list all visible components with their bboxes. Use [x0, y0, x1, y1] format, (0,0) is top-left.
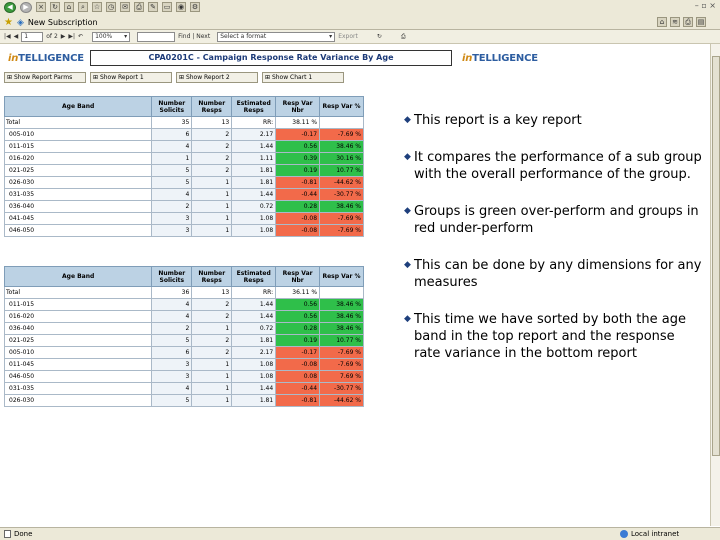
age-band-cell: 041-045 [5, 213, 152, 225]
page-menu-icon[interactable]: ▤ [697, 18, 705, 26]
page-icon: ◈ [16, 17, 24, 28]
solicits-cell: 4 [152, 311, 192, 323]
estimated-cell: 1.44 [232, 189, 276, 201]
var-nbr-cell: -0.44 [276, 383, 320, 395]
var-nbr-cell: -0.81 [276, 177, 320, 189]
last-page-icon[interactable]: ▶| [68, 33, 76, 40]
age-band-cell: 016-020 [5, 153, 152, 165]
table-row [5, 225, 364, 237]
estimated-cell: 1.44 [232, 141, 276, 153]
mail-icon[interactable]: ✉ [120, 2, 130, 12]
var-nbr-cell: 0.08 [276, 371, 320, 383]
stop-icon[interactable]: × [36, 2, 46, 12]
report-table-age-sorted [4, 96, 364, 237]
button-label: Show Chart 1 [271, 74, 313, 81]
refresh-report-icon[interactable]: ↻ [376, 33, 382, 40]
show-chart-1-button[interactable]: ⊞ Show Chart 1 [262, 72, 344, 83]
solicits-cell: 4 [152, 383, 192, 395]
var-pct-cell: -7.69 % [320, 129, 364, 141]
var-nbr-cell: 0.28 [276, 323, 320, 335]
var-pct-cell: -7.69 % [320, 347, 364, 359]
var-pct-cell: 10.77 % [320, 335, 364, 347]
resps-cell: 1 [192, 225, 232, 237]
export-link[interactable]: Export [338, 33, 358, 40]
estimated-cell: 0.72 [232, 323, 276, 335]
table-header-row [5, 97, 364, 117]
age-band-cell: 046-050 [5, 225, 152, 237]
resps-cell: 2 [192, 335, 232, 347]
age-band-cell: 021-025 [5, 335, 152, 347]
favorites-star-icon[interactable]: ★ [4, 17, 13, 28]
resps-cell: 2 [192, 165, 232, 177]
show-report-parms-button[interactable]: ⊞ Show Report Parms [4, 72, 86, 83]
table-row [5, 141, 364, 153]
solicits-cell: 5 [152, 165, 192, 177]
solicits-cell: 4 [152, 189, 192, 201]
logo-in: in [8, 53, 19, 64]
home-tab-icon[interactable]: ⌂ [657, 17, 667, 27]
table-row [5, 347, 364, 359]
page-count: of 2 [46, 33, 58, 40]
table-row [5, 189, 364, 201]
table-row [5, 129, 364, 141]
show-report-1-button[interactable]: ⊞ Show Report 1 [90, 72, 172, 83]
report-toolbar [0, 30, 720, 44]
first-page-icon[interactable]: |◀ [4, 33, 11, 40]
solicits-cell: 5 [152, 335, 192, 347]
solicits-cell: 1 [152, 153, 192, 165]
solicits-cell: 2 [152, 323, 192, 335]
tools-icon[interactable]: ⚙ [191, 3, 199, 11]
bullet-list [404, 112, 704, 382]
nav-row [0, 0, 720, 14]
col-header-number-solicits[interactable]: Number Solicits [152, 267, 192, 287]
var-nbr-cell: -0.17 [276, 129, 320, 141]
var-pct-cell: 10.77 % [320, 165, 364, 177]
resps-cell: 1 [192, 371, 232, 383]
age-band-cell: 016-020 [5, 311, 152, 323]
scrollbar-thumb[interactable] [712, 56, 720, 456]
var-nbr-cell: -0.08 [276, 213, 320, 225]
var-pct-cell: 38.46 % [320, 311, 364, 323]
var-pct-cell [320, 117, 364, 129]
estimated-cell: 1.81 [232, 165, 276, 177]
logo-in: in [462, 53, 473, 64]
age-band-cell: 026-030 [5, 177, 152, 189]
estimated-cell: 1.44 [232, 383, 276, 395]
var-nbr-cell: 0.56 [276, 299, 320, 311]
col-header-resp-var-nbr[interactable]: Resp Var Nbr [276, 267, 320, 287]
age-band-cell: 011-045 [5, 359, 152, 371]
var-pct-cell: -44.62 % [320, 177, 364, 189]
intelligence-logo-left [8, 53, 84, 64]
col-header-age-band[interactable]: Age Band [5, 97, 152, 117]
refresh-icon[interactable]: ↻ [50, 2, 60, 12]
age-band-cell: Total [5, 287, 152, 299]
table-body [5, 287, 364, 407]
resps-cell: 2 [192, 347, 232, 359]
age-band-cell: Total [5, 117, 152, 129]
bullet-text: This report is a key report [414, 113, 582, 128]
print-report-icon[interactable]: ⎙ [400, 32, 406, 40]
resps-cell: 13 [192, 287, 232, 299]
estimated-cell: 1.44 [232, 299, 276, 311]
resps-cell: 2 [192, 141, 232, 153]
solicits-cell: 3 [152, 359, 192, 371]
favorites-icon[interactable]: ☆ [93, 3, 101, 11]
tab-row [0, 15, 720, 30]
table-header-row [5, 267, 364, 287]
age-band-cell: 031-035 [5, 189, 152, 201]
resps-cell: 1 [192, 201, 232, 213]
age-band-cell: 021-025 [5, 165, 152, 177]
resps-cell: 2 [192, 129, 232, 141]
age-band-cell: 005-010 [5, 129, 152, 141]
col-header-resp-var-pct[interactable]: Resp Var % [320, 97, 364, 117]
bullet-text: It compares the performance of a sub group with the overall performance of the group. [414, 150, 702, 182]
var-pct-cell: 38.46 % [320, 141, 364, 153]
bullet-text: This time we have sorted by both the age band in the top report and the response rate variance in the bottom report [414, 312, 686, 361]
table-row [5, 177, 364, 189]
table-row [5, 383, 364, 395]
estimated-cell: RR: [232, 287, 276, 299]
format-arrow-icon: ▾ [329, 32, 333, 40]
var-pct-cell: -7.69 % [320, 225, 364, 237]
var-pct-cell: 38.46 % [320, 201, 364, 213]
var-nbr-cell: 0.56 [276, 141, 320, 153]
back-button[interactable]: ◀ [4, 2, 16, 13]
diamond-bullet-icon: ◆ [404, 206, 411, 216]
intelligence-logo-right [462, 53, 538, 64]
diamond-bullet-icon: ◆ [404, 314, 411, 324]
find-input[interactable] [137, 32, 175, 42]
bullet-item [404, 203, 704, 237]
format-select[interactable] [217, 32, 335, 42]
col-header-estimated-resps[interactable]: Estimated Resps [232, 267, 276, 287]
table-row [5, 201, 364, 213]
resps-cell: 1 [192, 323, 232, 335]
button-label: Show Report 2 [185, 74, 230, 81]
var-pct-cell: -7.69 % [320, 359, 364, 371]
resps-cell: 1 [192, 213, 232, 225]
report-buttons [4, 72, 374, 83]
table-row [5, 323, 364, 335]
home-icon[interactable]: ⌂ [64, 2, 74, 12]
forward-button[interactable]: ▶ [20, 2, 32, 13]
var-nbr-cell: 0.28 [276, 201, 320, 213]
var-nbr-cell: 0.19 [276, 335, 320, 347]
estimated-cell: 0.72 [232, 201, 276, 213]
col-header-number-resps[interactable]: Number Resps [192, 97, 232, 117]
table-row [5, 395, 364, 407]
var-nbr-cell: 0.39 [276, 153, 320, 165]
report-table-variance-sorted [4, 266, 364, 407]
status-text: Done [14, 530, 33, 538]
solicits-cell: 5 [152, 395, 192, 407]
back-to-parent-icon[interactable]: ↶ [78, 33, 84, 40]
estimated-cell: 1.44 [232, 311, 276, 323]
estimated-cell: 1.81 [232, 395, 276, 407]
solicits-cell: 3 [152, 213, 192, 225]
solicits-cell: 4 [152, 299, 192, 311]
page-number-input[interactable]: 1 [21, 32, 43, 42]
age-band-cell: 011-015 [5, 141, 152, 153]
var-nbr-cell: -0.08 [276, 225, 320, 237]
folder-icon[interactable]: ▭ [163, 3, 171, 11]
browser-toolbar [0, 0, 720, 30]
solicits-cell: 35 [152, 117, 192, 129]
status-left [0, 530, 32, 538]
table-row [5, 371, 364, 383]
age-band-cell: 036-040 [5, 201, 152, 213]
table-row [5, 335, 364, 347]
solicits-cell: 6 [152, 347, 192, 359]
resps-cell: 2 [192, 311, 232, 323]
show-report-2-button[interactable]: ⊞ Show Report 2 [176, 72, 258, 83]
tab-tools [657, 17, 706, 27]
age-band-cell: 011-015 [5, 299, 152, 311]
resps-cell: 1 [192, 189, 232, 201]
zoom-value: 100% [95, 32, 113, 40]
next-page-icon[interactable]: ▶ [60, 33, 66, 40]
table-body [5, 117, 364, 237]
age-band-cell: 005-010 [5, 347, 152, 359]
vertical-scrollbar[interactable] [710, 44, 720, 526]
edit-icon[interactable]: ✎ [148, 2, 158, 12]
resps-cell: 1 [192, 359, 232, 371]
var-nbr-cell: -0.44 [276, 189, 320, 201]
table-row [5, 299, 364, 311]
history-icon[interactable]: ◷ [107, 3, 115, 11]
zoom-select[interactable] [92, 32, 130, 42]
bullet-item [404, 149, 704, 183]
col-header-resp-var-nbr[interactable]: Resp Var Nbr [276, 97, 320, 117]
bullet-text: This can be done by any dimensions for any measures [414, 258, 702, 290]
col-header-age-band[interactable]: Age Band [5, 267, 152, 287]
bullet-item [404, 311, 704, 362]
solicits-cell: 2 [152, 201, 192, 213]
resps-cell: 1 [192, 395, 232, 407]
button-label: Show Report 1 [99, 74, 144, 81]
bullet-item [404, 112, 704, 129]
resps-cell: 2 [192, 153, 232, 165]
resps-cell: 1 [192, 177, 232, 189]
col-header-number-solicits[interactable]: Number Solicits [152, 97, 192, 117]
table-row [5, 153, 364, 165]
estimated-cell: 2.17 [232, 129, 276, 141]
var-pct-cell: 30.16 % [320, 153, 364, 165]
var-nbr-cell: -0.81 [276, 395, 320, 407]
age-band-cell: 046-050 [5, 371, 152, 383]
var-pct-cell: 38.46 % [320, 299, 364, 311]
table-row [5, 165, 364, 177]
diamond-bullet-icon: ◆ [404, 260, 411, 270]
solicits-cell: 3 [152, 225, 192, 237]
var-nbr-cell: 0.56 [276, 311, 320, 323]
prev-page-icon[interactable]: ◀ [13, 33, 19, 40]
table-total-row [5, 117, 364, 129]
var-nbr-cell: 36.11 % [276, 287, 320, 299]
resps-cell: 2 [192, 299, 232, 311]
print-icon[interactable]: ⎙ [134, 2, 144, 12]
table-row [5, 359, 364, 371]
logo-rest: TELLIGENCE [472, 53, 538, 64]
var-pct-cell: 7.69 % [320, 371, 364, 383]
var-pct-cell: -7.69 % [320, 213, 364, 225]
table-row [5, 311, 364, 323]
var-pct-cell [320, 287, 364, 299]
diamond-bullet-icon: ◆ [404, 115, 411, 125]
button-label: Show Report Parms [13, 74, 73, 81]
diamond-bullet-icon: ◆ [404, 152, 411, 162]
resps-cell: 13 [192, 117, 232, 129]
var-nbr-cell: 0.19 [276, 165, 320, 177]
feeds-icon[interactable]: ≋ [670, 17, 680, 27]
var-nbr-cell: 38.11 % [276, 117, 320, 129]
age-band-cell: 031-035 [5, 383, 152, 395]
solicits-cell: 3 [152, 371, 192, 383]
var-pct-cell: -44.62 % [320, 395, 364, 407]
col-header-resp-var-pct[interactable]: Resp Var % [320, 267, 364, 287]
zoom-arrow-icon: ▾ [124, 32, 128, 40]
var-nbr-cell: -0.17 [276, 347, 320, 359]
var-pct-cell: 38.46 % [320, 323, 364, 335]
solicits-cell: 5 [152, 177, 192, 189]
window-controls[interactable]: – ▫ × [694, 1, 716, 10]
estimated-cell: 1.08 [232, 359, 276, 371]
bullet-text: Groups is green over-perform and groups in red under-perform [414, 204, 699, 236]
globe-icon [620, 530, 628, 538]
col-header-estimated-resps[interactable]: Estimated Resps [232, 97, 276, 117]
print-tab-icon[interactable]: ⎙ [683, 17, 693, 27]
table-total-row [5, 287, 364, 299]
age-band-cell: 026-030 [5, 395, 152, 407]
messenger-icon[interactable]: ◉ [177, 3, 185, 11]
estimated-cell: 2.17 [232, 347, 276, 359]
var-pct-cell: -30.77 % [320, 383, 364, 395]
age-band-cell: 036-040 [5, 323, 152, 335]
status-right [620, 530, 679, 538]
estimated-cell: 1.81 [232, 177, 276, 189]
estimated-cell: RR: [232, 117, 276, 129]
solicits-cell: 36 [152, 287, 192, 299]
estimated-cell: 1.11 [232, 153, 276, 165]
estimated-cell: 1.08 [232, 371, 276, 383]
estimated-cell: 1.81 [232, 335, 276, 347]
logo-rest: TELLIGENCE [18, 53, 84, 64]
var-pct-cell: -30.77 % [320, 189, 364, 201]
resps-cell: 1 [192, 383, 232, 395]
solicits-cell: 6 [152, 129, 192, 141]
estimated-cell: 1.08 [232, 225, 276, 237]
format-value: Select a format [220, 32, 267, 40]
solicits-cell: 4 [152, 141, 192, 153]
page-done-icon [4, 530, 11, 538]
col-header-number-resps[interactable]: Number Resps [192, 267, 232, 287]
report-title: CPA0201C - Campaign Response Rate Variance By Age [90, 50, 452, 66]
zone-text: Local intranet [631, 530, 680, 538]
search-icon[interactable]: ⌕ [78, 2, 88, 12]
tab-title[interactable]: New Subscription [27, 18, 98, 27]
table-row [5, 213, 364, 225]
find-next-link[interactable]: Find | Next [178, 33, 211, 40]
estimated-cell: 1.08 [232, 213, 276, 225]
var-nbr-cell: -0.08 [276, 359, 320, 371]
bullet-item [404, 257, 704, 291]
status-bar [0, 527, 720, 540]
